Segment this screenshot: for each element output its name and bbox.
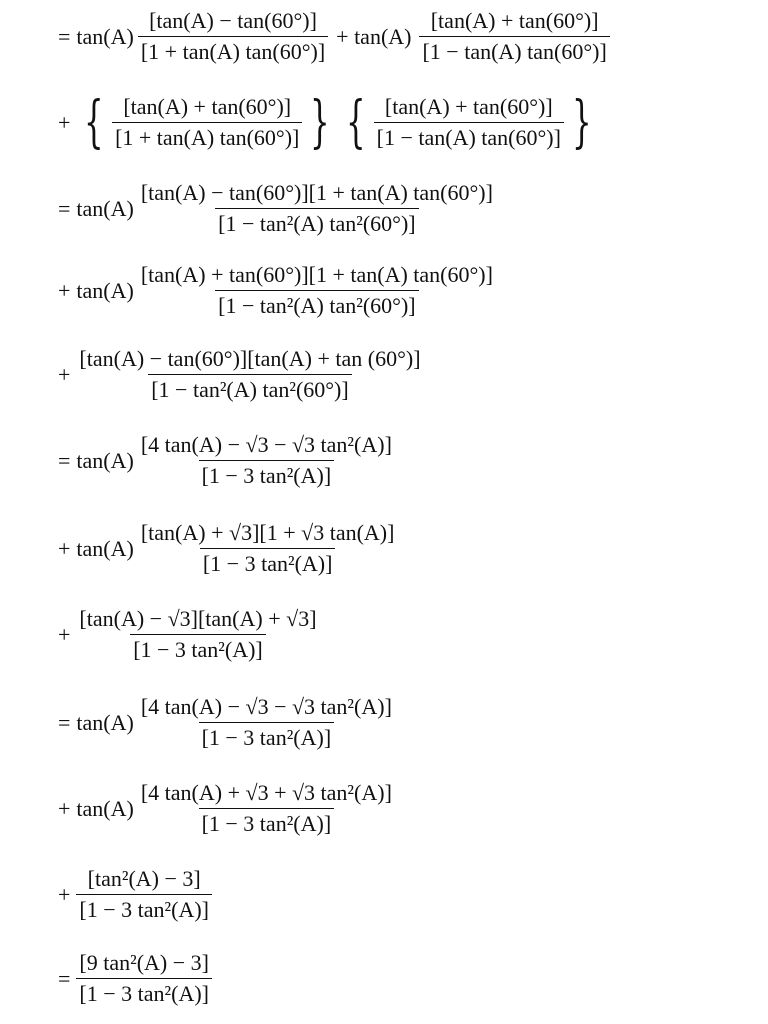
plus-sign: + — [58, 109, 71, 135]
equals-sign: = — [58, 23, 71, 49]
fraction — [76, 950, 212, 1007]
denominator: [1 − 3 tan²(A)] — [76, 894, 212, 923]
plus-sign: + — [58, 621, 71, 647]
fraction — [138, 520, 398, 577]
equals-sign: = — [58, 709, 71, 735]
numerator: [4 tan(A) − √3 − √3 tan²(A)] — [140, 694, 392, 719]
equation-line-4 — [58, 262, 496, 319]
numerator: [tan(A) − √3][tan(A) + √3] — [79, 606, 317, 631]
numerator: [tan(A) − tan(60°)] — [149, 8, 317, 33]
fraction — [112, 94, 302, 151]
coefficient: tan(A) — [76, 535, 134, 561]
numerator: [tan(A) + tan(60°)][1 + tan(A) tan(60°)] — [140, 262, 493, 287]
brace-group — [76, 89, 338, 155]
denominator: [1 + tan(A) tan(60°)] — [138, 36, 328, 65]
numerator: [9 tan²(A) − 3] — [79, 950, 209, 975]
fraction — [138, 8, 328, 65]
equation-line-8 — [58, 606, 320, 663]
numerator: [tan(A) + √3][1 + √3 tan(A)] — [140, 520, 395, 545]
numerator: [tan(A) + tan(60°)] — [430, 8, 599, 33]
fraction — [138, 262, 496, 319]
denominator: [1 − tan²(A) tan²(60°)] — [148, 374, 352, 403]
numerator: [4 tan(A) + √3 + √3 tan²(A)] — [140, 780, 392, 805]
fraction — [374, 94, 564, 151]
equals-sign: = — [58, 447, 71, 473]
denominator: [1 + tan(A) tan(60°)] — [112, 122, 302, 151]
numerator: [tan²(A) − 3] — [87, 866, 201, 891]
equals-sign: = — [58, 965, 71, 991]
coefficient: tan(A) — [76, 23, 134, 49]
numerator: [tan(A) − tan(60°)][tan(A) + tan (60°)] — [79, 346, 421, 371]
plus-sign: + — [58, 535, 71, 561]
coefficient: tan(A) — [76, 277, 134, 303]
plus-sign: + — [58, 881, 71, 907]
denominator: [1 − 3 tan²(A)] — [200, 548, 336, 577]
denominator: [1 − tan²(A) tan²(60°)] — [215, 208, 419, 237]
plus-sign: + — [58, 277, 71, 303]
fraction — [76, 606, 319, 663]
denominator: [1 − 3 tan²(A)] — [199, 460, 335, 489]
equation-line-6 — [58, 432, 395, 489]
equals-sign: = — [58, 195, 71, 221]
fraction — [138, 180, 496, 237]
coefficient: tan(A) — [76, 195, 134, 221]
coefficient: tan(A) — [76, 447, 134, 473]
equation-line-3 — [58, 180, 496, 237]
fraction — [138, 694, 395, 751]
denominator: [1 − 3 tan²(A)] — [130, 634, 266, 663]
denominator: [1 − 3 tan²(A)] — [199, 808, 335, 837]
numerator: [tan(A) − tan(60°)][1 + tan(A) tan(60°)] — [140, 180, 493, 205]
plus-sign: + — [58, 361, 71, 387]
equation-line-5 — [58, 346, 424, 403]
fraction — [419, 8, 609, 65]
equation-line-9 — [58, 694, 395, 751]
right-brace: } — [571, 89, 592, 155]
equation-line-11 — [58, 866, 212, 923]
denominator: [1 − 3 tan²(A)] — [199, 722, 335, 751]
right-brace: } — [310, 89, 330, 155]
denominator: [1 − tan(A) tan(60°)] — [419, 36, 609, 65]
left-brace: { — [346, 89, 366, 155]
denominator: [1 − tan(A) tan(60°)] — [374, 122, 564, 151]
fraction — [138, 432, 395, 489]
plus-term: + tan(A) — [336, 23, 412, 49]
numerator: [4 tan(A) − √3 − √3 tan²(A)] — [140, 432, 392, 457]
numerator: [tan(A) + tan(60°)] — [123, 94, 292, 119]
equation-line-7 — [58, 520, 397, 577]
denominator: [1 − tan²(A) tan²(60°)] — [215, 290, 419, 319]
equation-line-10 — [58, 780, 395, 837]
coefficient: tan(A) — [76, 709, 134, 735]
brace-group — [338, 89, 600, 155]
fraction — [76, 346, 423, 403]
left-brace: { — [84, 89, 105, 155]
fraction — [138, 780, 395, 837]
denominator: [1 − 3 tan²(A)] — [76, 978, 212, 1007]
fraction — [76, 866, 212, 923]
equation-line-1 — [58, 8, 610, 65]
equation-line-12 — [58, 950, 212, 1007]
plus-sign: + — [58, 795, 71, 821]
equation-line-2 — [58, 89, 600, 155]
numerator: [tan(A) + tan(60°)] — [384, 94, 553, 119]
coefficient: tan(A) — [76, 795, 134, 821]
